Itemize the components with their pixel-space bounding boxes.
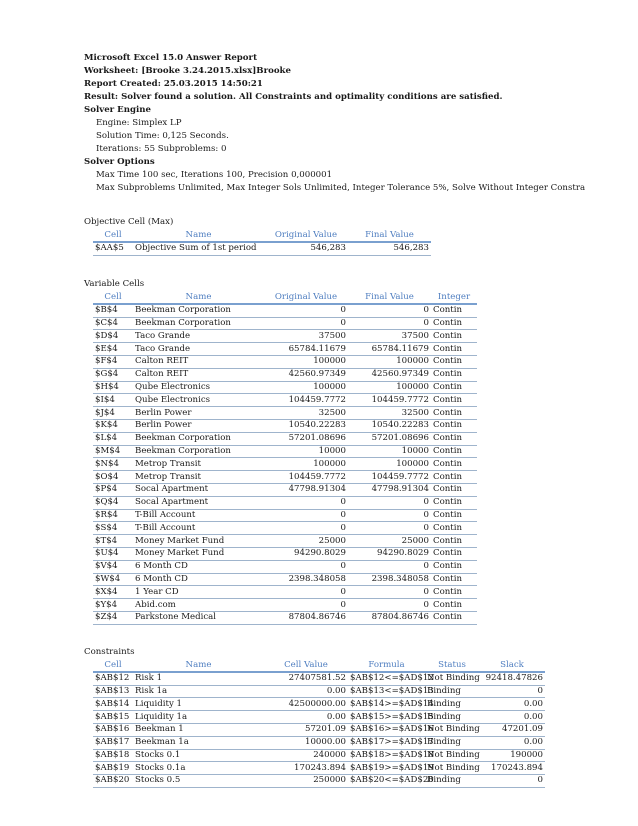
table-row: [93, 330, 477, 343]
table-cell: 546,283: [348, 242, 431, 255]
table-cell: Contin: [431, 560, 477, 573]
table-cell: $AA$5: [93, 242, 133, 255]
table-cell: 57201.09: [264, 723, 348, 736]
table-cell: 100000: [264, 355, 348, 368]
table-cell: $T$4: [93, 535, 133, 548]
table-cell: $AB$18: [93, 749, 133, 762]
table-cell: 0: [264, 496, 348, 509]
table-cell: Binding: [425, 775, 479, 788]
table-cell: $AB$20<=$AD$20: [350, 775, 434, 786]
table-cell: 25000: [348, 535, 431, 548]
table-cell: 0: [479, 775, 545, 788]
table-cell: 0: [264, 304, 348, 317]
table-cell: 1 Year CD: [133, 586, 264, 599]
table-cell: $C$4: [93, 317, 133, 330]
table-row: [93, 672, 545, 685]
table-cell: 100000: [348, 355, 431, 368]
table-cell: Liquidity 1a: [133, 711, 264, 724]
table-cell: 42500000.00: [264, 698, 348, 711]
column-header: Final Value: [348, 291, 431, 304]
table-row: [93, 496, 477, 509]
table-cell: Contin: [431, 432, 477, 445]
table-cell: $H$4: [93, 381, 133, 394]
report-created: Report Created: 25.03.2015 14:50:21: [84, 79, 263, 89]
table-cell: 170243.894: [264, 762, 348, 775]
table-cell: $I$4: [93, 394, 133, 407]
table-cell: Contin: [431, 522, 477, 535]
table-cell: 0: [348, 496, 431, 509]
table-cell: Stocks 0.1: [133, 749, 264, 762]
table-cell: Contin: [431, 496, 477, 509]
column-header: Cell Value: [264, 659, 348, 672]
table-cell: 546,283: [264, 242, 348, 255]
table-cell: 37500: [348, 330, 431, 343]
table-cell: 0: [264, 317, 348, 330]
table-row: [93, 445, 477, 458]
table-header-row: [93, 229, 431, 242]
options-line: Max Subproblems Unlimited, Max Integer Sols Unlimited, Integer Tolerance 5%, Solve Without Integer Constra: [96, 183, 586, 193]
table-cell: 42560.97349: [264, 368, 348, 381]
table-cell: $M$4: [93, 445, 133, 458]
table-cell: $AB$16: [93, 723, 133, 736]
table-cell: 2398.348058: [348, 573, 431, 586]
table-cell: Contin: [431, 471, 477, 484]
table-cell: Parkstone Medical: [133, 611, 264, 624]
table-cell: 0: [264, 522, 348, 535]
table-cell: 94290.8029: [348, 547, 431, 560]
table-cell: Contin: [431, 407, 477, 420]
table-row: [93, 458, 477, 471]
table-cell: Berlin Power: [133, 419, 264, 432]
table-row: [93, 483, 477, 496]
table-cell: 0: [264, 586, 348, 599]
table-cell: 250000: [264, 775, 348, 788]
table-row: [93, 711, 545, 724]
column-header: Name: [133, 229, 264, 242]
table-row: [93, 304, 477, 317]
table-cell: $AB$16>=$AD$16: [350, 724, 434, 735]
table-row: [93, 599, 477, 612]
table-cell: Contin: [431, 317, 477, 330]
table-row: [93, 394, 477, 407]
table-cell: $B$4: [93, 304, 133, 317]
table-row: [93, 368, 477, 381]
table-cell: Contin: [431, 304, 477, 317]
table-cell: Contin: [431, 573, 477, 586]
table-cell: $AB$14: [93, 698, 133, 711]
table-cell: 0.00: [479, 711, 545, 724]
table-cell: 0: [264, 509, 348, 522]
table-row: [93, 419, 477, 432]
table-cell: 104459.7772: [348, 471, 431, 484]
table-cell: 10000.00: [264, 736, 348, 749]
solver-options-title: Solver Options: [84, 157, 155, 167]
table-cell: 87804.86746: [348, 611, 431, 624]
constraints-section-title: Constraints: [84, 646, 135, 657]
table-cell: 37500: [264, 330, 348, 343]
table-cell: $P$4: [93, 483, 133, 496]
table-cell: $AB$15: [93, 711, 133, 724]
table-cell: 94290.8029: [264, 547, 348, 560]
table-cell: Stocks 0.1a: [133, 762, 264, 775]
table-cell: Taco Grande: [133, 330, 264, 343]
table-cell: Beekman Corporation: [133, 317, 264, 330]
table-cell: $G$4: [93, 368, 133, 381]
table-cell: $AB$19>=$AD$19: [350, 762, 434, 773]
table-cell: Objective Sum of 1st period: [133, 242, 264, 255]
table-cell: $AB$20: [93, 775, 133, 788]
table-row: [93, 586, 477, 599]
column-header: Cell: [93, 229, 133, 242]
table-cell: Contin: [431, 535, 477, 548]
table-cell: 6 Month CD: [133, 560, 264, 573]
column-header: Original Value: [264, 229, 348, 242]
table-cell: $AB$19: [93, 762, 133, 775]
table-cell: 100000: [348, 458, 431, 471]
table-cell: $AB$14>=$AD$14: [350, 698, 434, 709]
table-cell: Contin: [431, 330, 477, 343]
table-cell: 10540.22283: [348, 419, 431, 432]
table-cell: $R$4: [93, 509, 133, 522]
table-cell: 100000: [348, 381, 431, 394]
table-row: [93, 547, 477, 560]
constraints-table: [93, 659, 545, 788]
table-row: [93, 535, 477, 548]
table-cell: Beekman Corporation: [133, 432, 264, 445]
table-cell: Stocks 0.5: [133, 775, 264, 788]
table-cell: $D$4: [93, 330, 133, 343]
table-cell: 104459.7772: [264, 394, 348, 407]
table-cell: 92418.47826: [479, 672, 545, 685]
table-cell: 42560.97349: [348, 368, 431, 381]
table-cell: Not Binding: [427, 749, 480, 760]
column-header: Cell: [93, 291, 133, 304]
table-cell: $O$4: [93, 471, 133, 484]
table-cell: 0: [479, 685, 545, 698]
table-cell: $AB$17: [93, 736, 133, 749]
table-cell: Not Binding: [427, 724, 480, 735]
table-cell: $L$4: [93, 432, 133, 445]
table-cell: $J$4: [93, 407, 133, 420]
table-cell: Money Market Fund: [133, 535, 264, 548]
table-cell: $AB$18>=$AD$18: [350, 749, 434, 760]
table-row: [93, 560, 477, 573]
table-cell: 47798.91304: [264, 483, 348, 496]
table-cell: Berlin Power: [133, 407, 264, 420]
table-row: [93, 685, 545, 698]
objective-section-title: Objective Cell (Max): [84, 217, 174, 227]
table-row: [93, 749, 545, 762]
table-row: [93, 762, 545, 775]
table-cell: Risk 1a: [133, 685, 264, 698]
table-cell: Contin: [431, 445, 477, 458]
table-cell: Contin: [431, 355, 477, 368]
table-row: [93, 522, 477, 535]
table-cell: 25000: [264, 535, 348, 548]
table-cell: Contin: [431, 381, 477, 394]
table-cell: Contin: [431, 586, 477, 599]
table-cell: Not Binding: [427, 673, 480, 684]
table-cell: Money Market Fund: [133, 547, 264, 560]
column-header: Integer: [431, 291, 477, 304]
table-cell: 27407581.52: [264, 672, 348, 685]
table-cell: 0.00: [264, 711, 348, 724]
table-cell: $Z$4: [93, 611, 133, 624]
table-cell: Contin: [431, 599, 477, 612]
table-cell: 170243.894: [479, 762, 545, 775]
column-header: Slack: [479, 659, 545, 672]
table-cell: $AB$15>=$AD$15: [350, 711, 434, 722]
table-cell: 240000: [264, 749, 348, 762]
table-cell: 2398.348058: [264, 573, 348, 586]
table-row: [93, 407, 477, 420]
table-cell: 65784.11679: [348, 343, 431, 356]
table-cell: 0: [348, 304, 431, 317]
table-cell: 87804.86746: [264, 611, 348, 624]
table-cell: $E$4: [93, 343, 133, 356]
table-cell: 10000: [348, 445, 431, 458]
table-cell: Abid.com: [133, 599, 264, 612]
table-cell: 32500: [348, 407, 431, 420]
table-cell: Calton REIT: [133, 355, 264, 368]
table-cell: Socal Apartment: [133, 483, 264, 496]
table-cell: T-Bill Account: [133, 522, 264, 535]
table-row: [93, 242, 431, 255]
table-cell: 6 Month CD: [133, 573, 264, 586]
table-cell: $U$4: [93, 547, 133, 560]
table-cell: Contin: [431, 368, 477, 381]
column-header: Original Value: [264, 291, 348, 304]
table-row: [93, 698, 545, 711]
table-row: [93, 471, 477, 484]
table-cell: Liquidity 1: [133, 698, 264, 711]
table-cell: $AB$13<=$AD$13: [350, 685, 434, 696]
table-cell: 0: [264, 599, 348, 612]
table-cell: 104459.7772: [348, 394, 431, 407]
table-row: [93, 723, 545, 736]
variables-table: [93, 291, 477, 625]
table-cell: $V$4: [93, 560, 133, 573]
table-cell: $Y$4: [93, 599, 133, 612]
column-header: Name: [133, 291, 264, 304]
table-cell: Risk 1: [133, 672, 264, 685]
table-cell: 0: [348, 522, 431, 535]
table-cell: Qube Electronics: [133, 381, 264, 394]
table-cell: 57201.08696: [264, 432, 348, 445]
table-cell: 32500: [264, 407, 348, 420]
table-cell: Contin: [431, 458, 477, 471]
table-cell: $Q$4: [93, 496, 133, 509]
column-header: Status: [425, 659, 479, 672]
table-header-row: [93, 291, 477, 304]
table-cell: $AB$17>=$AD$17: [350, 737, 434, 748]
table-cell: $AB$12<=$AD$12: [350, 673, 434, 684]
table-cell: Beekman 1: [133, 723, 264, 736]
options-line: Max Time 100 sec, Iterations 100, Precision 0,000001: [96, 170, 333, 180]
engine-line: Engine: Simplex LP: [96, 118, 182, 128]
table-cell: 47201.09: [479, 723, 545, 736]
table-cell: $X$4: [93, 586, 133, 599]
table-cell: 0: [348, 509, 431, 522]
table-header-row: [93, 659, 545, 672]
engine-line: Iterations: 55 Subproblems: 0: [96, 144, 227, 154]
table-cell: Binding: [425, 736, 479, 749]
table-row: [93, 509, 477, 522]
table-cell: 0.00: [479, 736, 545, 749]
table-cell: $AB$12: [93, 672, 133, 685]
table-cell: 0: [264, 560, 348, 573]
column-header: Cell: [93, 659, 133, 672]
column-header: Final Value: [348, 229, 431, 242]
table-cell: Taco Grande: [133, 343, 264, 356]
table-cell: 10000: [264, 445, 348, 458]
report-result: Result: Solver found a solution. All Constraints and optimality conditions are satisfied.: [84, 92, 503, 102]
table-cell: Binding: [425, 698, 479, 711]
table-row: [93, 775, 545, 788]
table-cell: 0: [348, 599, 431, 612]
solver-engine-title: Solver Engine: [84, 105, 151, 115]
table-cell: Metrop Transit: [133, 458, 264, 471]
table-row: [93, 573, 477, 586]
table-cell: 0: [348, 317, 431, 330]
table-cell: Beekman Corporation: [133, 445, 264, 458]
table-cell: Contin: [431, 343, 477, 356]
table-row: [93, 432, 477, 445]
table-cell: $S$4: [93, 522, 133, 535]
column-header: Formula: [348, 659, 425, 672]
table-cell: 0.00: [264, 685, 348, 698]
answer-report: [84, 52, 638, 788]
table-row: [93, 355, 477, 368]
table-cell: 100000: [264, 458, 348, 471]
table-cell: T-Bill Account: [133, 509, 264, 522]
table-cell: $F$4: [93, 355, 133, 368]
table-cell: $AB$13: [93, 685, 133, 698]
table-row: [93, 343, 477, 356]
objective-table: [93, 229, 431, 256]
table-cell: Binding: [425, 685, 479, 698]
report-worksheet: Worksheet: [Brooke 3.24.2015.xlsx]Brooke: [84, 66, 291, 76]
table-cell: Not Binding: [427, 762, 480, 773]
report-app-title: Microsoft Excel 15.0 Answer Report: [84, 53, 258, 63]
table-cell: Contin: [431, 394, 477, 407]
table-cell: 104459.7772: [264, 471, 348, 484]
table-cell: Calton REIT: [133, 368, 264, 381]
column-header: Name: [133, 659, 264, 672]
table-cell: $K$4: [93, 419, 133, 432]
table-row: [93, 736, 545, 749]
table-row: [93, 611, 477, 624]
table-cell: 47798.91304: [348, 483, 431, 496]
table-cell: $W$4: [93, 573, 133, 586]
table-cell: 65784.11679: [264, 343, 348, 356]
table-row: [93, 381, 477, 394]
table-cell: Contin: [431, 483, 477, 496]
table-cell: Socal Apartment: [133, 496, 264, 509]
table-cell: 190000: [479, 749, 545, 762]
table-cell: 57201.08696: [348, 432, 431, 445]
table-cell: Metrop Transit: [133, 471, 264, 484]
table-cell: Beekman 1a: [133, 736, 264, 749]
table-cell: Contin: [431, 509, 477, 522]
table-cell: 0: [348, 560, 431, 573]
table-cell: Binding: [425, 711, 479, 724]
variables-section-title: Variable Cells: [84, 278, 145, 289]
table-row: [93, 317, 477, 330]
table-cell: Beekman Corporation: [133, 304, 264, 317]
table-cell: 0.00: [479, 698, 545, 711]
table-cell: Contin: [431, 547, 477, 560]
table-cell: Contin: [431, 611, 477, 624]
engine-line: Solution Time: 0,125 Seconds.: [96, 131, 229, 141]
table-cell: 10540.22283: [264, 419, 348, 432]
table-cell: 100000: [264, 381, 348, 394]
table-cell: $N$4: [93, 458, 133, 471]
table-cell: 0: [348, 586, 431, 599]
table-cell: Contin: [431, 419, 477, 432]
table-cell: Qube Electronics: [133, 394, 264, 407]
